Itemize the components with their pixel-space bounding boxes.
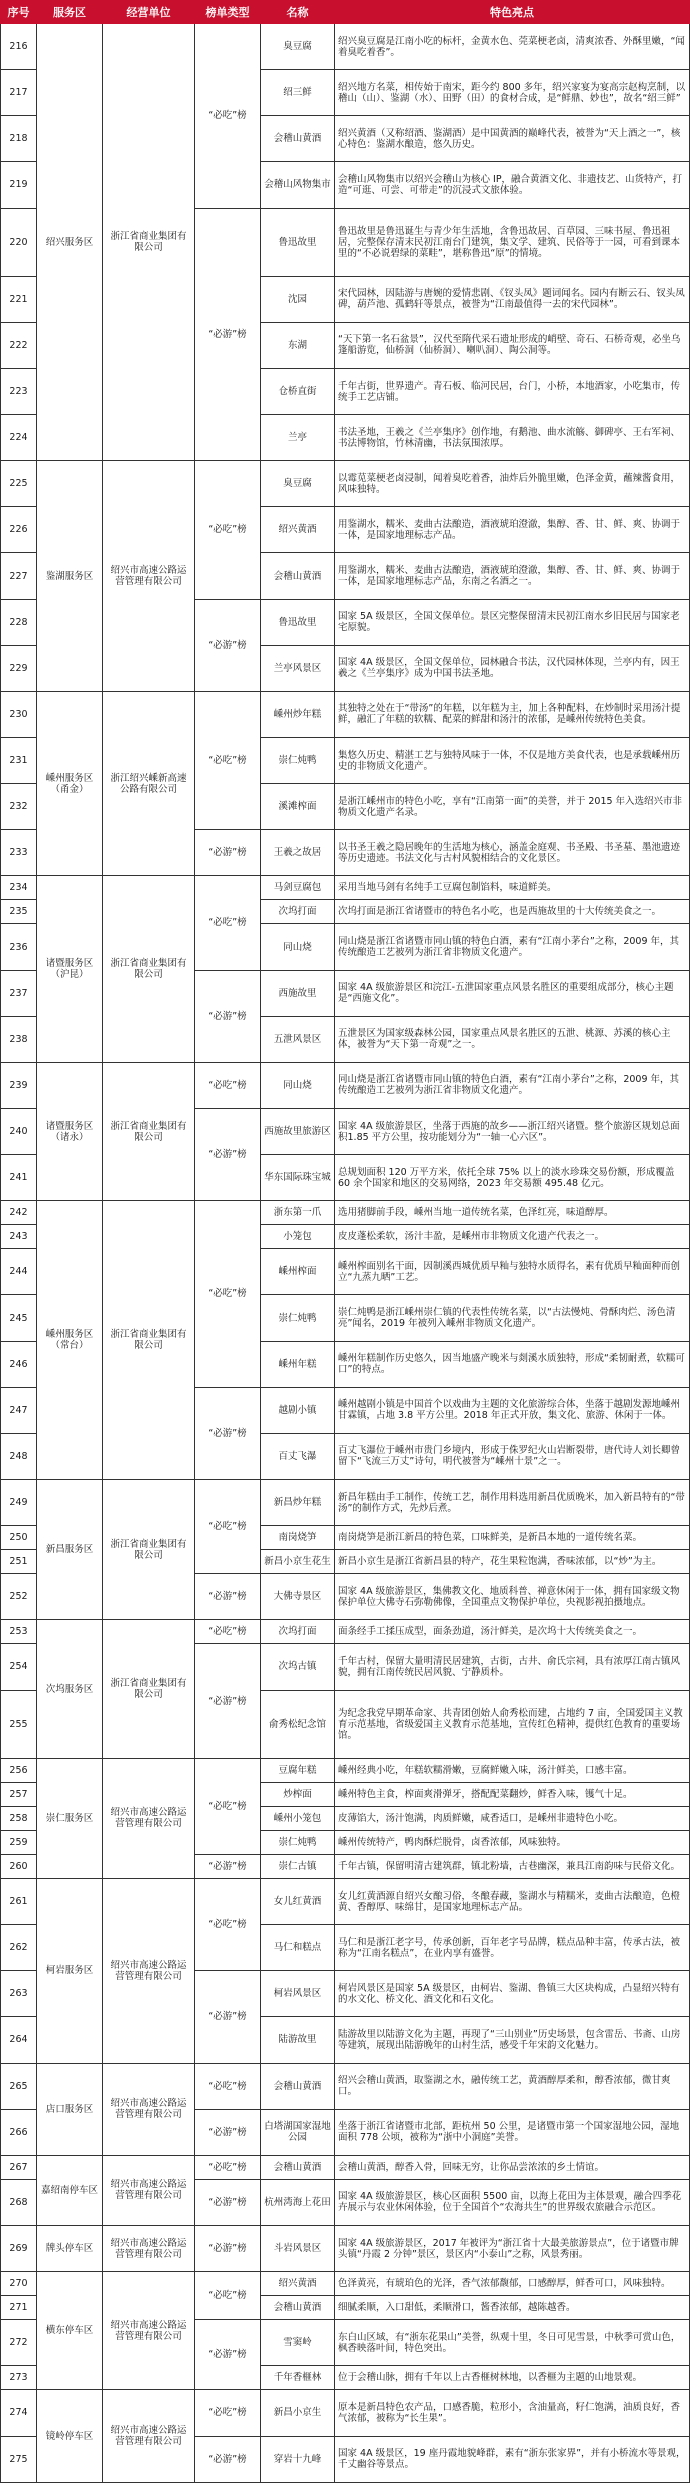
item-feature: 千年古镇，保留明清古建筑群，镇北粉墙，古巷幽深，兼具江南韵味与民俗文化。 xyxy=(335,1854,690,1878)
item-name: 崇仁炖鸭 xyxy=(261,1295,335,1341)
item-name: 崇仁古镇 xyxy=(261,1854,335,1878)
row-number: 217 xyxy=(1,70,37,116)
item-name: 斗岩风景区 xyxy=(261,2225,335,2271)
item-feature: 绍兴地方名菜，相传始于南宋，距今约 800 多年，绍兴家宴为宴高宗赵构烹制，以稽山（山）、鉴湖（水）、田野（田）的食材合成，是“鲜鼎、妙也”，故名“绍三鲜” xyxy=(335,70,690,116)
row-number: 266 xyxy=(1,2109,37,2155)
table-row xyxy=(1,1062,690,1108)
item-feature: 嵊州特色主食，榨面爽滑弹牙，搭配配菜翻炒，鲜香入味，镬气十足。 xyxy=(335,1782,690,1806)
item-name: 百丈飞瀑 xyxy=(261,1433,335,1479)
service-area-cell: 诸暨服务区（诸永） xyxy=(37,1062,103,1200)
item-feature: 皮薄馅大，汤汁饱满，肉质鲜嫩，咸香适口，是嵊州非遗特色小吃。 xyxy=(335,1806,690,1830)
table-row xyxy=(1,691,690,737)
row-number: 218 xyxy=(1,116,37,162)
item-name: 浙东第一爪 xyxy=(261,1201,335,1225)
item-name: 俞秀松纪念馆 xyxy=(261,1690,335,1758)
row-number: 233 xyxy=(1,830,37,876)
row-number: 267 xyxy=(1,2155,37,2179)
item-feature: 以书圣王羲之隐居晚年的生活地为核心，涵盖金庭观、书圣殿、书圣墓、墨池遗迹等历史遗迹。书法文化与古村风貌相结合的文化景区。 xyxy=(335,830,690,876)
item-name: 崇仁炖鸭 xyxy=(261,737,335,783)
service-area-cell: 嵊州服务区（甬金） xyxy=(37,691,103,876)
company-cell: 绍兴市高速公路运营管理有限公司 xyxy=(103,2155,195,2225)
item-name: 千年香榧林 xyxy=(261,2366,335,2390)
row-number: 261 xyxy=(1,1879,37,1925)
item-name: 白塔湖国家湿地公园 xyxy=(261,2109,335,2155)
item-name: 大佛寺景区 xyxy=(261,1574,335,1620)
row-number: 244 xyxy=(1,1249,37,1295)
list-type-cell: “必吃”榜 xyxy=(195,1620,261,1644)
row-number: 248 xyxy=(1,1433,37,1479)
table-row xyxy=(1,1201,690,1225)
row-number: 242 xyxy=(1,1201,37,1225)
row-number: 216 xyxy=(1,24,37,70)
list-type-cell: “必吃”榜 xyxy=(195,691,261,829)
item-feature: 新昌小京生是浙江省新昌县的特产，花生果粒饱满，香味浓郁，以“炒”为主。 xyxy=(335,1550,690,1574)
service-area-cell: 次坞服务区 xyxy=(37,1620,103,1758)
row-number: 220 xyxy=(1,208,37,276)
list-type-cell: “必吃”榜 xyxy=(195,2155,261,2179)
item-name: 绍三鲜 xyxy=(261,70,335,116)
item-name: 马剑豆腐包 xyxy=(261,876,335,900)
list-type-cell: “必游”榜 xyxy=(195,599,261,691)
item-feature: 国家 4A 级旅游景区和浣江-五泄国家重点风景名胜区的重要组成部分，核心主题是“西施文化”。 xyxy=(335,970,690,1016)
table-row xyxy=(1,2225,690,2271)
row-number: 231 xyxy=(1,737,37,783)
item-name: 嵊州小笼包 xyxy=(261,1806,335,1830)
item-feature: 细腻柔顺，入口甜低，柔顺滑口，酱香浓郁，越陈越香。 xyxy=(335,2296,690,2320)
item-name: 越剧小镇 xyxy=(261,1387,335,1433)
company-cell: 绍兴市高速公路运营管理有限公司 xyxy=(103,2272,195,2390)
item-name: 同山烧 xyxy=(261,1062,335,1108)
item-name: 柯岩风景区 xyxy=(261,1971,335,2017)
service-area-cell: 嘉绍南停车区 xyxy=(37,2155,103,2225)
list-type-cell: “必游”榜 xyxy=(195,208,261,461)
item-name: 绍兴黄酒 xyxy=(261,507,335,553)
item-name: 新昌炒年糕 xyxy=(261,1479,335,1525)
row-number: 246 xyxy=(1,1341,37,1387)
row-number: 264 xyxy=(1,2017,37,2063)
row-number: 240 xyxy=(1,1108,37,1154)
row-number: 257 xyxy=(1,1782,37,1806)
item-name: 兰亭 xyxy=(261,415,335,461)
table-row xyxy=(1,2063,690,2109)
item-name: 会稽山黄酒 xyxy=(261,116,335,162)
table-row xyxy=(1,461,690,507)
list-type-cell: “必游”榜 xyxy=(195,1574,261,1620)
item-name: 次坞打面 xyxy=(261,900,335,924)
list-type-cell: “必吃”榜 xyxy=(195,461,261,599)
item-feature: 用鉴湖水，糯米、麦曲古法酿造，酒液琥珀澄澈，集醇、香、甘、鲜、爽、协调于一体，是国家地理标志产品，东南之名酒之一。 xyxy=(335,553,690,599)
header-service-area: 服务区 xyxy=(37,1,103,24)
company-cell: 绍兴市高速公路运营管理有限公司 xyxy=(103,2063,195,2155)
item-feature: 五泄景区为国家级森林公园，国家重点风景名胜区的五泄、桃源、苏溪的核心主体，被誉为“天下第一奇观”之一。 xyxy=(335,1016,690,1062)
row-number: 221 xyxy=(1,276,37,322)
row-number: 234 xyxy=(1,876,37,900)
company-cell: 浙江绍兴嵊新高速公路有限公司 xyxy=(103,691,195,876)
item-feature: 嵊州榨面别名干面，因制溪西城优质早籼与独特水质得名，素有优质早籼面种而创立“九蒸九晒”工艺。 xyxy=(335,1249,690,1295)
list-type-cell: “必游”榜 xyxy=(195,970,261,1062)
row-number: 224 xyxy=(1,415,37,461)
list-type-cell: “必游”榜 xyxy=(195,2109,261,2155)
list-type-cell: “必吃”榜 xyxy=(195,1201,261,1388)
service-area-cell: 鉴湖服务区 xyxy=(37,461,103,692)
item-feature: 次坞打面是浙江省诸暨市的特色名小吃，也是西施故里的十大传统美食之一。 xyxy=(335,900,690,924)
item-feature: 以霉苋菜梗老卤浸制，闻着臭吃着香，油炸后外脆里嫩，色泽金黄，蘸辣酱食用，风味独特。 xyxy=(335,461,690,507)
item-feature: 原本是新昌特色农产品，口感香脆，粒形小，含油量高，籽仁饱满，油质良好，香气浓郁，被称为“长生果”。 xyxy=(335,2390,690,2436)
item-feature: 国家 4A 级旅游景区，坐落于西施的故乡——浙江绍兴诸暨。整个旅游区规划总面积1.85 平方公里，按功能划分为“一轴一心六区”。 xyxy=(335,1108,690,1154)
row-number: 270 xyxy=(1,2272,37,2296)
item-name: 鲁迅故里 xyxy=(261,208,335,276)
list-type-cell: “必游”榜 xyxy=(195,1854,261,1878)
item-name: 西施故里旅游区 xyxy=(261,1108,335,1154)
row-number: 268 xyxy=(1,2179,37,2225)
item-name: 鲁迅故里 xyxy=(261,599,335,645)
row-number: 269 xyxy=(1,2225,37,2271)
row-number: 265 xyxy=(1,2063,37,2109)
row-number: 258 xyxy=(1,1806,37,1830)
header-no: 序号 xyxy=(1,1,37,24)
item-feature: 千年古街，世界遗产。青石板、临河民居，台门，小桥，本地酒家，小吃集市，传统手工艺店铺。 xyxy=(335,368,690,414)
company-cell: 绍兴市高速公路运营管理有限公司 xyxy=(103,461,195,692)
list-type-cell: “必游”榜 xyxy=(195,1971,261,2063)
item-feature: 宋代园林，因陆游与唐婉的爱情悲剧、《钗头凤》题词闻名。园内有断云石、钗头凤碑，葫芦池、孤鹤轩等景点，被誉为“江南最值得一去的宋代园林”。 xyxy=(335,276,690,322)
row-number: 241 xyxy=(1,1155,37,1201)
item-feature: 会稽山黄酒，醇香入骨，回味无穷，让你品尝浓浓的乡土情谊。 xyxy=(335,2155,690,2179)
table-row xyxy=(1,2390,690,2436)
company-cell: 浙江省商业集团有限公司 xyxy=(103,1062,195,1200)
item-name: 兰亭风景区 xyxy=(261,645,335,691)
item-feature: 嵊州经典小吃，年糕软糯滑嫩，豆腐鲜嫩入味，汤汁鲜美，口感丰富。 xyxy=(335,1758,690,1782)
table-row xyxy=(1,24,690,70)
item-feature: 绍兴会稽山黄酒，取鉴湖之水，融传统工艺，黄酒醇厚柔和，醇香浓郁，微甘爽口。 xyxy=(335,2063,690,2109)
item-name: 会稽山黄酒 xyxy=(261,2296,335,2320)
service-area-cell: 嵊州服务区（常台） xyxy=(37,1201,103,1480)
item-feature: 崇仁炖鸭是浙江嵊州崇仁镇的代表性传统名菜，以“古法慢炖、骨酥肉烂、汤色清亮”闻名，2019 年被列入嵊州非物质文化遗产。 xyxy=(335,1295,690,1341)
table-row xyxy=(1,1758,690,1782)
row-number: 226 xyxy=(1,507,37,553)
item-name: 嵊州榨面 xyxy=(261,1249,335,1295)
company-cell: 浙江省商业集团有限公司 xyxy=(103,1620,195,1758)
list-type-cell: “必游”榜 xyxy=(195,1644,261,1758)
row-number: 243 xyxy=(1,1225,37,1249)
item-name: 小笼包 xyxy=(261,1225,335,1249)
table-row xyxy=(1,1479,690,1525)
list-type-cell: “必游”榜 xyxy=(195,2436,261,2483)
item-feature: 新昌年糕由手工制作，传统工艺，制作用料选用新昌优质晚米，加入新昌特有的“带汤”的制作方式，先炒后煮。 xyxy=(335,1479,690,1525)
item-feature: 鲁迅故里是鲁迅诞生与青少年生活地，含鲁迅故居、百草园、三味书屋、鲁迅祖居，完整保存清末民初江南台门建筑，集文学、建筑、民俗等于一园，可看到课本里的“不必说碧绿的菜畦”，堪称鲁迅“原”的情境。 xyxy=(335,208,690,276)
table-row xyxy=(1,1620,690,1644)
item-name: 同山烧 xyxy=(261,924,335,970)
row-number: 274 xyxy=(1,2390,37,2436)
list-type-cell: “必游”榜 xyxy=(195,2225,261,2271)
list-type-cell: “必游”榜 xyxy=(195,1387,261,1479)
service-area-cell: 绍兴服务区 xyxy=(37,24,103,461)
item-name: 沈园 xyxy=(261,276,335,322)
item-feature: 嵊州越剧小镇是中国首个以戏曲为主题的文化旅游综合体，坐落于越剧发源地嵊州甘霖镇，占地 3.8 平方公里。2018 年正式开放，集文化、旅游、休闲于一体。 xyxy=(335,1387,690,1433)
row-number: 254 xyxy=(1,1644,37,1690)
item-feature: 选用猪脚前手段，嵊州当地一道传统名菜，色泽红亮，味道醇厚。 xyxy=(335,1201,690,1225)
service-area-cell: 横东停车区 xyxy=(37,2272,103,2390)
item-feature: 国家 4A 级景区，全国文保单位，园林融合书法，汉代园林体现，兰亭内有，因王羲之《兰亭集序》成为中国书法圣地。 xyxy=(335,645,690,691)
row-number: 219 xyxy=(1,162,37,208)
item-feature: 位于会稽山脉，拥有千年以上古香榧树林地，以香榧为主题的山地景观。 xyxy=(335,2366,690,2390)
row-number: 236 xyxy=(1,924,37,970)
item-name: 王羲之故居 xyxy=(261,830,335,876)
item-feature: 色泽黄亮，有琥珀色的光泽，香气浓郁馥郁，口感醇厚，鲜香可口，风味独特。 xyxy=(335,2272,690,2296)
item-feature: 会稽山风物集市以绍兴会稽山为核心 IP，融合黄酒文化、非遗技艺、山货特产，打造“可逛、可尝、可带走”的沉浸式文旅体验。 xyxy=(335,162,690,208)
row-number: 271 xyxy=(1,2296,37,2320)
item-feature: 同山烧是浙江省诸暨市同山镇的特色白酒，素有“江南小茅台”之称，2009 年，其传统酿造工艺被列为浙江省非物质文化遗产。 xyxy=(335,1062,690,1108)
service-area-cell: 诸暨服务区（沪昆） xyxy=(37,876,103,1063)
company-cell: 绍兴市高速公路运营管理有限公司 xyxy=(103,1879,195,2064)
item-name: 崇仁炖鸭 xyxy=(261,1830,335,1854)
item-feature: 用鉴湖水，糯米、麦曲古法酿造，酒液琥珀澄澈，集醇、香、甘、鲜、爽、协调于一体，是国家地理标志产品。 xyxy=(335,507,690,553)
item-name: 新昌小京生花生 xyxy=(261,1550,335,1574)
item-name: 次坞古镇 xyxy=(261,1644,335,1690)
list-type-cell: “必游”榜 xyxy=(195,2179,261,2225)
item-feature: 为纪念我党早期革命家、共青团创始人俞秀松而建，占地约 7 亩，全国爱国主义教育示范基地，省级爱国主义教育示范基地，宣传红色精神，提供红色教育的重要场馆。 xyxy=(335,1690,690,1758)
row-number: 262 xyxy=(1,1925,37,1971)
item-feature: 国家 4A 级旅游景区，2017 年被评为“浙江省十大最美旅游景点”，位于诸暨市牌头镇“丹霞 2 分钟”景区，景区内“小泰山”之称，风景秀丽。 xyxy=(335,2225,690,2271)
item-name: 嵊州炒年糕 xyxy=(261,691,335,737)
row-number: 227 xyxy=(1,553,37,599)
row-number: 260 xyxy=(1,1854,37,1878)
row-number: 247 xyxy=(1,1387,37,1433)
item-name: 会稽山黄酒 xyxy=(261,2155,335,2179)
row-number: 222 xyxy=(1,322,37,368)
item-feature: 东白山区域，有“浙东花果山”美誉，纵观十里，冬日可见雪景，中秋季可赏山色，枫香映落叶间，特色突出。 xyxy=(335,2320,690,2366)
item-feature: 女儿红黄酒源自绍兴女酿习俗，冬酿春藏，鉴湖水与精糯米，麦曲古法酿造，色橙黄、香醇厚、味绵甘，是国家地理标志产品。 xyxy=(335,1879,690,1925)
item-name: 杭州湾海上花田 xyxy=(261,2179,335,2225)
row-number: 228 xyxy=(1,599,37,645)
item-feature: 同山烧是浙江省诸暨市同山镇的特色白酒，素有“江南小茅台”之称，2009 年，其传统酿造工艺被列为浙江省非物质文化遗产。 xyxy=(335,924,690,970)
item-feature: 其独特之处在于“带汤”的年糕，以年糕为主，加上各种配料，在炒制时采用汤汁提鲜，融汇了年糕的软糯、配菜的鲜甜和汤汁的浓郁，是嵊州传统特色美食。 xyxy=(335,691,690,737)
item-feature: 柯岩风景区是国家 5A 级景区，由柯岩、鉴湖、鲁镇三大区块构成，凸显绍兴特有的水文化、桥文化、酒文化和石文化。 xyxy=(335,1971,690,2017)
row-number: 250 xyxy=(1,1526,37,1550)
item-name: 炒榨面 xyxy=(261,1782,335,1806)
item-feature: 坐落于浙江省诸暨市北部，距杭州 50 公里，是诸暨市第一个国家湿地公园，湿地面积 778 公顷，被称为“浙中小洞庭”美誉。 xyxy=(335,2109,690,2155)
row-number: 272 xyxy=(1,2320,37,2366)
item-name: 西施故里 xyxy=(261,970,335,1016)
row-number: 223 xyxy=(1,368,37,414)
item-name: 马仁和糕点 xyxy=(261,1925,335,1971)
item-feature: “天下第一名石盆景”，汉代至隋代采石遗址形成的峭壁、奇石、石桥奇观，必坐乌篷船游览，仙桥洞（仙桥洞）、喇叭洞）、陶公洞等。 xyxy=(335,322,690,368)
list-type-cell: “必吃”榜 xyxy=(195,2390,261,2436)
row-number: 252 xyxy=(1,1574,37,1620)
item-feature: 嵊州年糕制作历史悠久，因当地盛产晚米与剡溪水质独特，形成“柔韧耐煮，软糯可口”的特点。 xyxy=(335,1341,690,1387)
item-name: 会稽山风物集市 xyxy=(261,162,335,208)
list-type-cell: “必吃”榜 xyxy=(195,1879,261,1971)
row-number: 239 xyxy=(1,1062,37,1108)
table-row xyxy=(1,1879,690,1925)
item-feature: 国家 4A 级旅游景区，核心区面积 5500 亩，以海上花田为主体景观，融合四季花卉展示与农业休闲体验，位于全国首个“农海共生”的世界级农旅融合示范区。 xyxy=(335,2179,690,2225)
item-name: 穿岩十九峰 xyxy=(261,2436,335,2483)
row-number: 235 xyxy=(1,900,37,924)
row-number: 238 xyxy=(1,1016,37,1062)
item-feature: 国家 4A 级景区，19 座丹霞地貌峰群，素有“浙东张家界”，并有小桥流水等景观，千丈幽谷等景点。 xyxy=(335,2436,690,2483)
header-feature: 特色亮点 xyxy=(335,1,690,24)
item-feature: 嵊州传统特产，鸭肉酥烂脱骨，卤香浓郁，风味独特。 xyxy=(335,1830,690,1854)
item-feature: 国家 5A 级景区，全国文保单位。景区完整保留清末民初江南水乡旧民居与国家老宅原貌。 xyxy=(335,599,690,645)
item-feature: 陆游故里以陆游文化为主题，再现了“三山别业”历史场景，包含雷岳、书斋、山房等建筑，展现出陆游晚年的山村生活，感受千年宋韵文化魅力。 xyxy=(335,2017,690,2063)
item-feature: 面条经手工揉压成型，面条劲道，汤汁鲜美，是次坞十大传统美食之一。 xyxy=(335,1620,690,1644)
header-name: 名称 xyxy=(261,1,335,24)
list-type-cell: “必吃”榜 xyxy=(195,2272,261,2320)
row-number: 225 xyxy=(1,461,37,507)
service-area-cell: 柯岩服务区 xyxy=(37,1879,103,2064)
service-area-cell: 崇仁服务区 xyxy=(37,1758,103,1878)
row-number: 263 xyxy=(1,1971,37,2017)
company-cell: 绍兴市高速公路运营管理有限公司 xyxy=(103,2225,195,2271)
header-company: 经营单位 xyxy=(103,1,195,24)
item-feature: 总规划面积 120 万平方米，依托全球 75% 以上的淡水珍珠交易份额，形成覆盖 60 余个国家和地区的交易网络，2023 年交易额 495.48 亿元。 xyxy=(335,1155,690,1201)
table-body xyxy=(1,24,690,2483)
item-name: 华东国际珠宝城 xyxy=(261,1155,335,1201)
item-name: 会稽山黄酒 xyxy=(261,2063,335,2109)
service-area-cell: 镜岭停车区 xyxy=(37,2390,103,2483)
row-number: 253 xyxy=(1,1620,37,1644)
item-feature: 绍兴黄酒（又称绍酒、鉴湖酒）是中国黄酒的巅峰代表，被誉为“天上酒之一”，核心特色：鉴湖水酿造，悠久历史。 xyxy=(335,116,690,162)
item-feature: 书法圣地，王羲之《兰亭集序》创作地，有鹅池、曲水流觞、御碑亭、王右军祠、书法博物馆，竹林清幽，书法氛围浓厚。 xyxy=(335,415,690,461)
item-feature: 皮皮蓬松柔软，汤汁丰盈，是嵊州市非物质文化遗产代表之一。 xyxy=(335,1225,690,1249)
row-number: 229 xyxy=(1,645,37,691)
row-number: 275 xyxy=(1,2436,37,2483)
row-number: 256 xyxy=(1,1758,37,1782)
item-name: 陆游故里 xyxy=(261,2017,335,2063)
list-type-cell: “必游”榜 xyxy=(195,2320,261,2390)
item-name: 臭豆腐 xyxy=(261,461,335,507)
table-row xyxy=(1,2272,690,2296)
service-area-cell: 店口服务区 xyxy=(37,2063,103,2155)
item-name: 会稽山黄酒 xyxy=(261,553,335,599)
item-feature: 百丈飞瀑位于嵊州市贵门乡境内，形成于侏罗纪火山岩断裂带，唐代诗人刘长卿曾留下“飞流三万丈”诗句，明代被誉为“嵊州十景”之一。 xyxy=(335,1433,690,1479)
item-name: 仓桥直街 xyxy=(261,368,335,414)
row-number: 249 xyxy=(1,1479,37,1525)
item-feature: 是浙江嵊州市的特色小吃，享有“江南第一面”的美誉，并于 2015 年入选绍兴市非物质文化遗产名录。 xyxy=(335,784,690,830)
service-area-cell: 牌头停车区 xyxy=(37,2225,103,2271)
item-feature: 采用当地马剑有名纯手工豆腐包制馅料，味道鲜美。 xyxy=(335,876,690,900)
service-area-cell: 新昌服务区 xyxy=(37,1479,103,1619)
list-type-cell: “必吃”榜 xyxy=(195,876,261,970)
company-cell: 浙江省商业集团有限公司 xyxy=(103,1479,195,1619)
item-name: 女儿红黄酒 xyxy=(261,1879,335,1925)
company-cell: 绍兴市高速公路运营管理有限公司 xyxy=(103,1758,195,1878)
company-cell: 浙江省商业集团有限公司 xyxy=(103,24,195,461)
list-type-cell: “必吃”榜 xyxy=(195,1758,261,1854)
list-type-cell: “必游”榜 xyxy=(195,830,261,876)
row-number: 255 xyxy=(1,1690,37,1758)
item-feature: 马仁和是浙江老字号，传承创新，百年老字号品牌，糕点品种丰富，传承古法，被称为“江南名糕点”，在业内享有盛誉。 xyxy=(335,1925,690,1971)
item-name: 南岗烧笋 xyxy=(261,1526,335,1550)
header-list-type: 榜单类型 xyxy=(195,1,261,24)
item-name: 嵊州年糕 xyxy=(261,1341,335,1387)
company-cell: 浙江省商业集团有限公司 xyxy=(103,876,195,1063)
row-number: 237 xyxy=(1,970,37,1016)
list-type-cell: “必吃”榜 xyxy=(195,2063,261,2109)
company-cell: 绍兴市高速公路运营管理有限公司 xyxy=(103,2390,195,2483)
row-number: 259 xyxy=(1,1830,37,1854)
item-name: 东湖 xyxy=(261,322,335,368)
item-feature: 绍兴臭豆腐是江南小吃的标杆，金黄水色、莞菜梗老卤，清爽浓香、外酥里嫩，“闻着臭吃着香”。 xyxy=(335,24,690,70)
item-feature: 千年古村，保留大量明清民居建筑，古街，古井、俞氏宗祠，具有浓厚江南古镇风貌，拥有江南传统民居风貌、宁静质朴。 xyxy=(335,1644,690,1690)
item-name: 雪窦岭 xyxy=(261,2320,335,2366)
row-number: 245 xyxy=(1,1295,37,1341)
row-number: 251 xyxy=(1,1550,37,1574)
list-type-cell: “必吃”榜 xyxy=(195,24,261,209)
item-name: 次坞打面 xyxy=(261,1620,335,1644)
table-row xyxy=(1,876,690,900)
item-name: 绍兴黄酒 xyxy=(261,2272,335,2296)
row-number: 273 xyxy=(1,2366,37,2390)
item-name: 豆腐年糕 xyxy=(261,1758,335,1782)
item-feature: 南岗烧笋是浙江新昌的特色菜，口味鲜美，是新昌本地的一道传统名菜。 xyxy=(335,1526,690,1550)
row-number: 232 xyxy=(1,784,37,830)
table-header-row xyxy=(1,1,690,24)
company-cell: 浙江省商业集团有限公司 xyxy=(103,1201,195,1480)
item-name: 臭豆腐 xyxy=(261,24,335,70)
item-feature: 集悠久历史、精湛工艺与独特风味于一体，不仅是地方美食代表，也是承载嵊州历史的非物质文化遗产。 xyxy=(335,737,690,783)
list-type-cell: “必吃”榜 xyxy=(195,1479,261,1573)
item-name: 溪滩榨面 xyxy=(261,784,335,830)
list-type-cell: “必游”榜 xyxy=(195,1108,261,1200)
table-row xyxy=(1,2155,690,2179)
item-feature: 国家 4A 级旅游景区，集佛教文化、地质科普、禅意休闲于一体，拥有国家级文物保护单位大佛寺石弥勒佛像，全国重点文物保护单位，央视影视拍摄地点。 xyxy=(335,1574,690,1620)
item-name: 五泄风景区 xyxy=(261,1016,335,1062)
item-name: 新昌小京生 xyxy=(261,2390,335,2436)
row-number: 230 xyxy=(1,691,37,737)
list-type-cell: “必吃”榜 xyxy=(195,1062,261,1108)
